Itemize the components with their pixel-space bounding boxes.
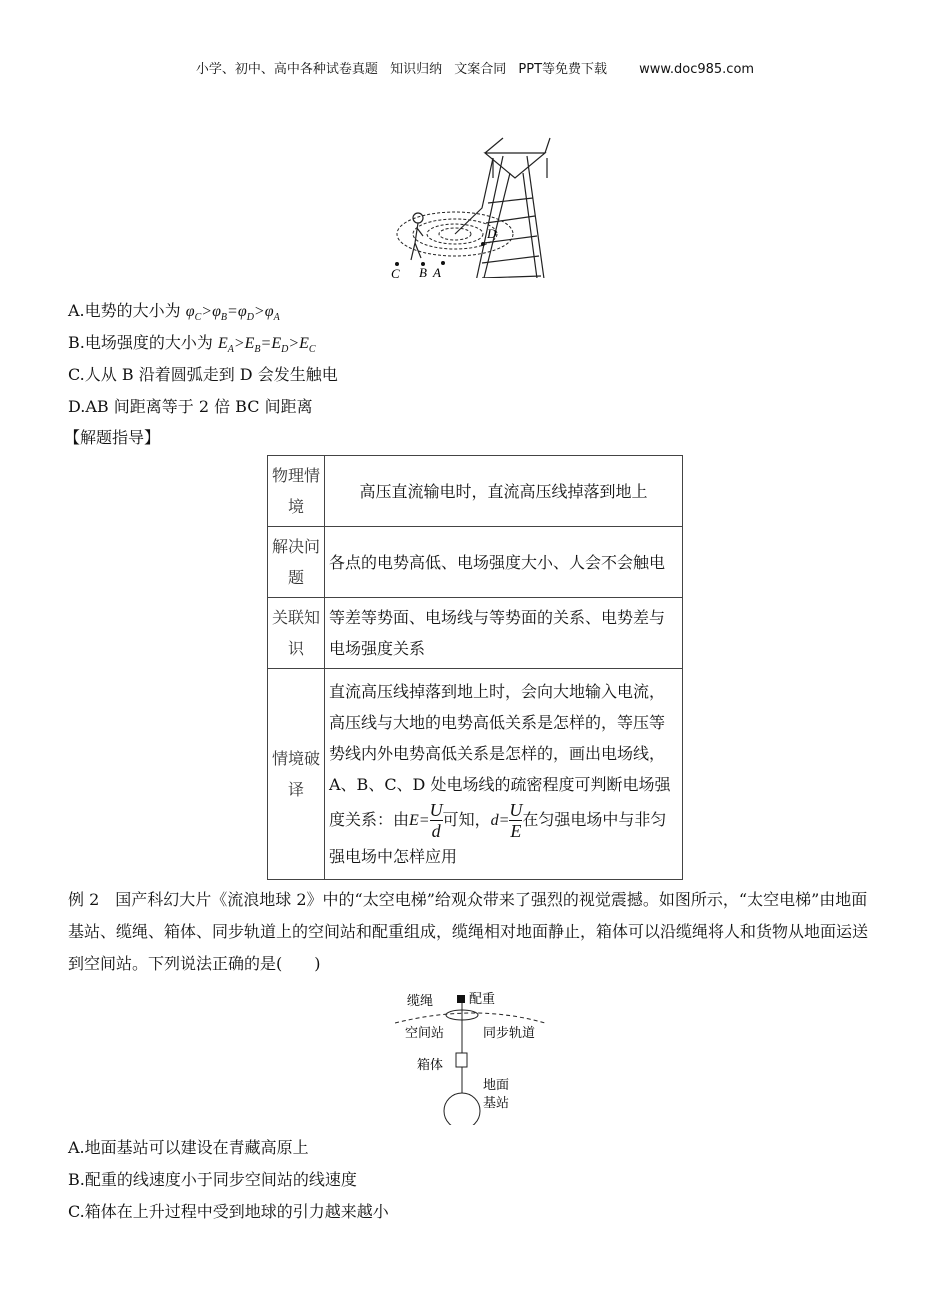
option-c: C.人从 B 沿着圆弧走到 D 会发生触电	[68, 365, 338, 384]
header-link[interactable]: www.doc985.com	[639, 62, 755, 77]
fraction: $\frac{U}{d}$	[429, 800, 443, 841]
option-a: A.地面基站可以建设在青藏高原上	[68, 1138, 309, 1157]
example-2-text: 例 2 国产科幻大片《流浪地球 2》中的“太空电梯”给观众带来了强烈的视觉震撼。如图所示，“太空电梯”由地面基站、缆绳、箱体、同步轨道上的空间站和配重组成，缆绳相对地面静止，箱体可以沿缆绳将人和货物从地面运送到空间站。下列说法正确的是( )	[68, 890, 869, 973]
point-label-a: A	[433, 265, 441, 278]
label-counterweight: 配重	[469, 992, 496, 1007]
point-label-d: D	[487, 226, 497, 241]
label-station: 空间站	[405, 1026, 445, 1041]
page-header	[0, 58, 950, 77]
label-orbit: 同步轨道	[483, 1026, 536, 1041]
header-text: 文案合同	[454, 62, 507, 77]
table-row: 关联知识 等差等势面、电场线与等势面的关系、电势差与电场强度关系	[268, 598, 683, 669]
header-text: 知识归纳	[390, 62, 443, 77]
label-base: 地面	[483, 1078, 510, 1093]
space-elevator-figure	[395, 985, 565, 1125]
option-a: A.电势的大小为 $\varphi_C>\varphi_B=\varphi_D>\varphi_A$	[68, 301, 280, 324]
point-label-c: C	[391, 266, 400, 278]
option-d: D.AB 间距离等于 2 倍 BC 间距离	[68, 397, 313, 416]
point-label-b: B	[419, 265, 427, 278]
option-c: C.箱体在上升过程中受到地球的引力越来越小	[68, 1202, 389, 1221]
table-row: 解决问题 各点的电势高低、电场强度大小、人会不会触电	[268, 527, 683, 598]
guide-table	[267, 455, 683, 880]
label-base: 基站	[483, 1096, 510, 1111]
table-row: 情境破译 直流高压线掉落到地上时，会向大地输入电流，高压线与大地的电势高低关系是怎样的，等压等势线内外电势高低关系是怎样的，画出电场线，A、B、C、D 处电场线的疏密程度可判断电场强度关系：由E= $\frac{U}{d}$ 可知，d= $\frac{U}{E}$ 在匀强电场中与非匀强电场中怎样应用	[268, 669, 683, 880]
option-b: B.电场强度的大小为 $E_A>E_B=E_D>E_C$	[68, 333, 316, 356]
guide-heading: 【解题指导】	[64, 428, 161, 447]
option-b: B.配重的线速度小于同步空间站的线速度	[68, 1170, 357, 1189]
header-text: PPT等免费下载	[518, 62, 608, 77]
label-box: 箱体	[417, 1058, 444, 1073]
power-tower-figure	[385, 128, 615, 278]
header-text: 小学、初中、高中各种试卷真题	[195, 62, 378, 77]
label-cable: 缆绳	[407, 994, 434, 1009]
table-row: 物理情境 高压直流输电时，直流高压线掉落到地上	[268, 456, 683, 527]
fraction: $\frac{U}{E}$	[509, 800, 523, 841]
